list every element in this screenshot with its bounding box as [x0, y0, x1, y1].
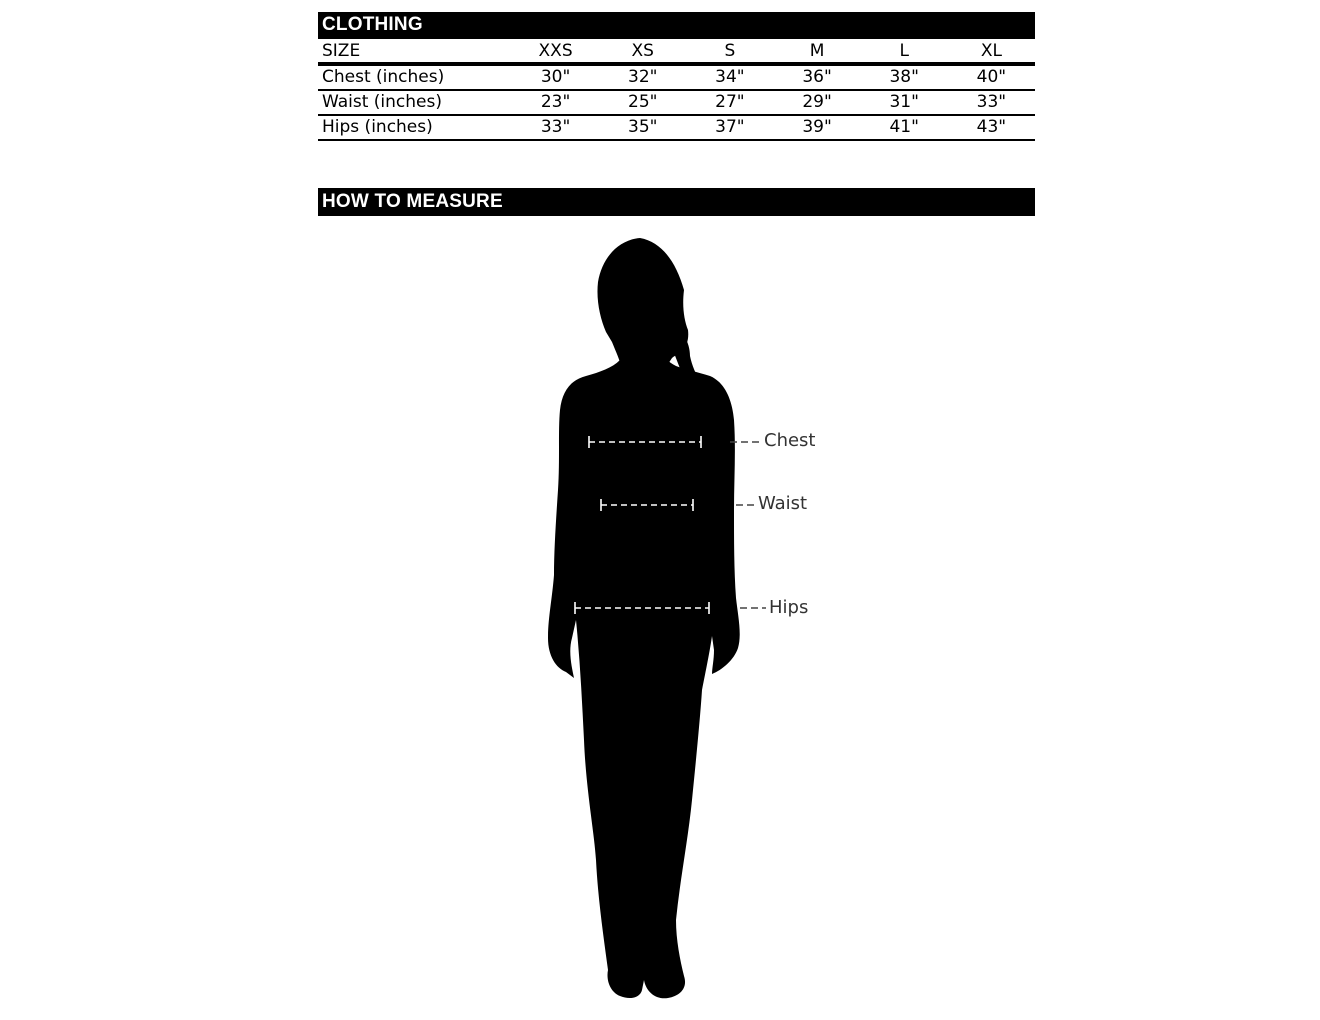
- table-cell: 29": [802, 92, 832, 112]
- table-cell: 27": [715, 92, 745, 112]
- size-chart-table: [318, 39, 1035, 141]
- table-cell: 32": [628, 67, 658, 87]
- table-cell: 25": [628, 92, 658, 112]
- table-header-row: [318, 39, 1035, 64]
- table-row-chest: [318, 64, 1035, 90]
- table-cell: 35": [628, 117, 658, 137]
- size-xs: XS: [631, 40, 654, 61]
- table-cell: 38": [889, 67, 919, 87]
- table-cell: 23": [540, 92, 571, 112]
- table-cell: 31": [889, 92, 919, 112]
- clothing-header: CLOTHING: [318, 12, 1035, 39]
- how-to-measure-header: HOW TO MEASURE: [318, 188, 1035, 216]
- row-label: Chest (inches): [322, 67, 445, 87]
- hips-measure-label: Hips: [769, 597, 809, 618]
- waist-measure-label: Waist: [758, 493, 808, 514]
- table-cell: 39": [802, 117, 832, 137]
- size-header-label: SIZE: [322, 40, 361, 61]
- table-cell: 33": [976, 92, 1007, 112]
- row-label: Waist (inches): [322, 92, 442, 112]
- table-row-waist: [318, 90, 1035, 115]
- chest-measure-label: Chest: [764, 430, 816, 451]
- table-cell: 30": [540, 67, 571, 87]
- table-cell: 34": [715, 67, 745, 87]
- table-cell: 36": [802, 67, 832, 87]
- size-xl: XL: [980, 40, 1002, 61]
- table-cell: 33": [540, 117, 571, 137]
- size-m: M: [809, 40, 825, 61]
- size-s: S: [724, 40, 736, 61]
- table-cell: 40": [976, 67, 1007, 87]
- size-xxs: XXS: [538, 40, 573, 61]
- size-l: L: [899, 40, 909, 61]
- silhouette-icon: [548, 238, 740, 998]
- table-cell: 41": [889, 117, 919, 137]
- row-label: Hips (inches): [322, 117, 433, 137]
- body-silhouette-figure: [520, 230, 860, 1010]
- table-cell: 37": [715, 117, 745, 137]
- table-cell: 43": [976, 117, 1007, 137]
- table-row-hips: [318, 115, 1035, 140]
